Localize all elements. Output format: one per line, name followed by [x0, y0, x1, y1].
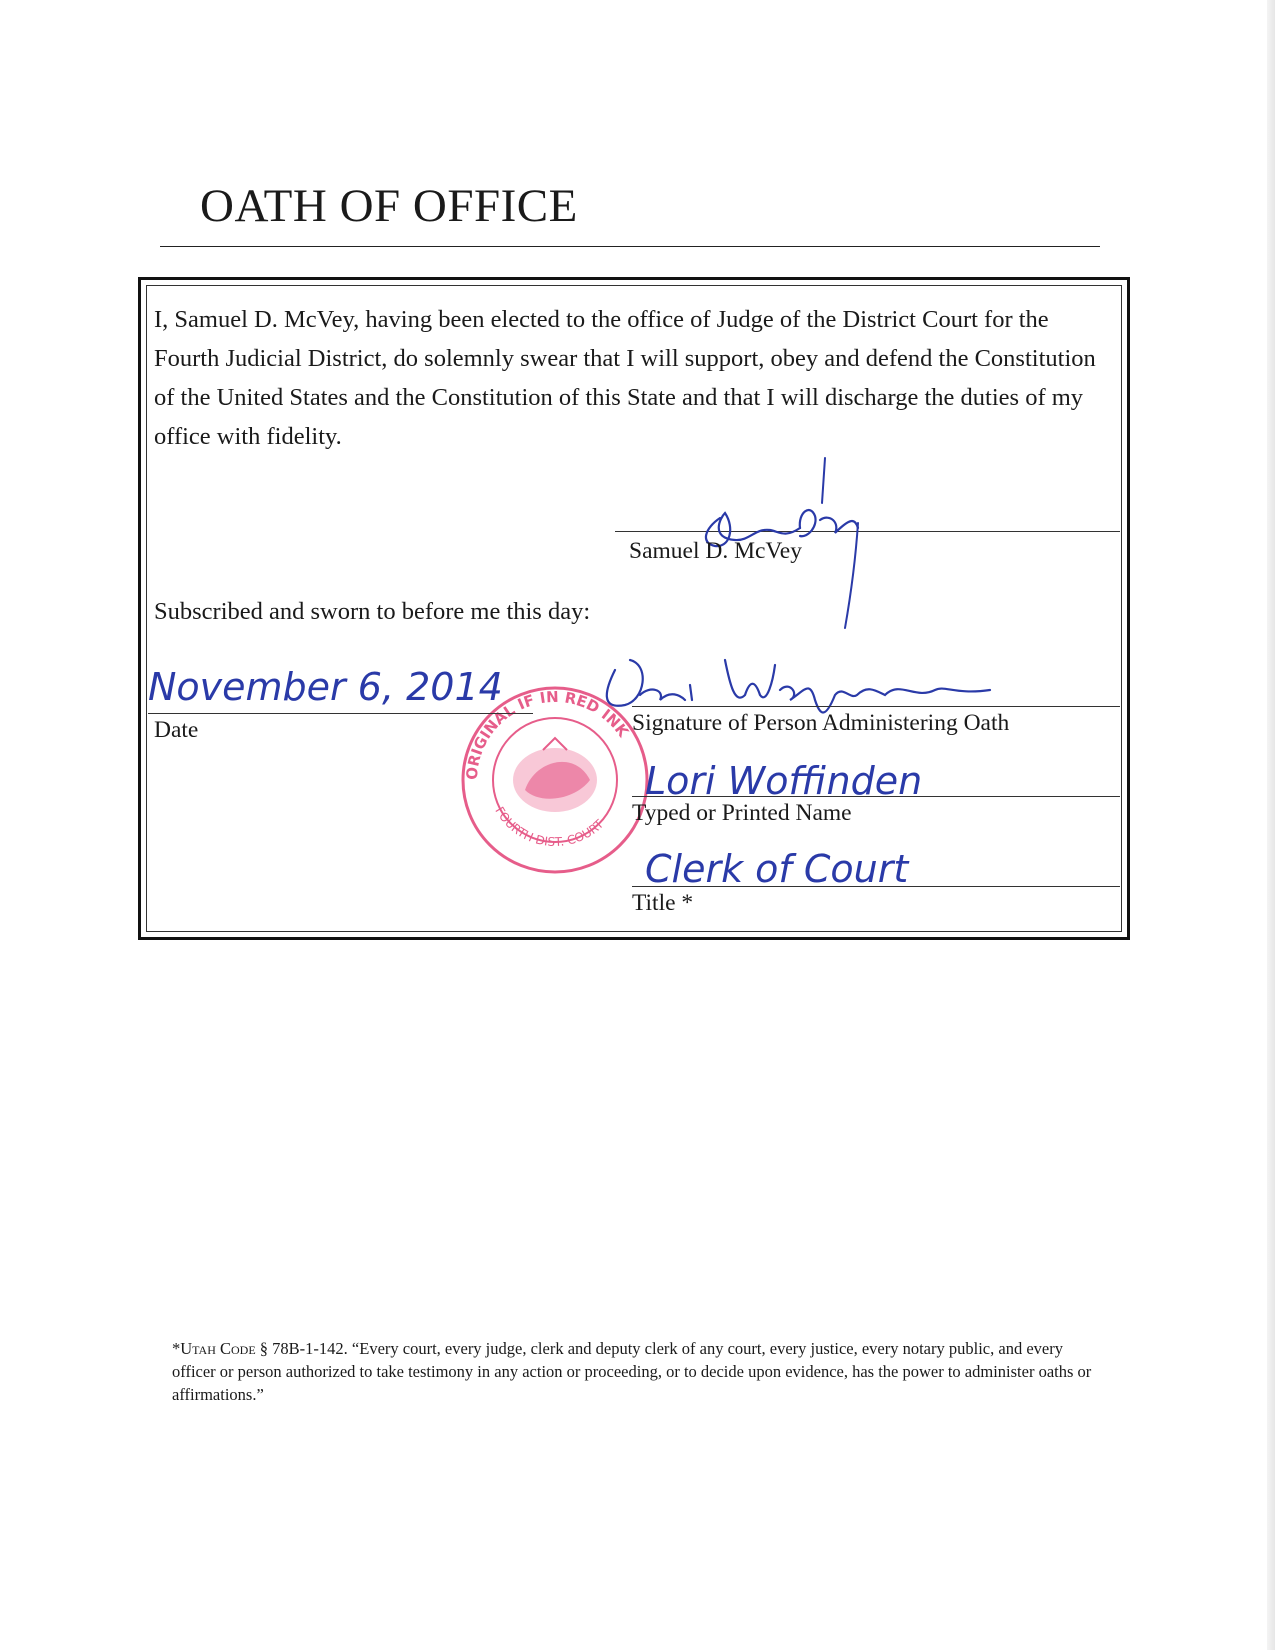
date-label: Date [154, 717, 199, 743]
title-label: Title * [632, 890, 694, 916]
oath-taker-name: Samuel D. McVey [629, 538, 802, 564]
title-line [632, 886, 1120, 887]
page-edge [1267, 0, 1275, 1650]
svg-text:ORIGINAL IF IN RED INK: ORIGINAL IF IN RED INK [462, 687, 633, 781]
handwritten-printed-name: Lori Woffinden [645, 759, 923, 803]
administering-officer-signature [595, 640, 995, 720]
date-line [148, 713, 533, 714]
printed-name-label: Typed or Printed Name [632, 800, 852, 826]
title-underline [160, 246, 1100, 247]
sworn-statement: Subscribed and sworn to before me this day: [154, 598, 591, 625]
signature-line [632, 706, 1120, 707]
handwritten-title: Clerk of Court [645, 847, 909, 891]
footnote-text: “Every court, every judge, clerk and deputy clerk of any court, every justice, every notary public, and every officer or person authorized to take testimony in any action or proceeding, or to decide upon evidence, has the power to administer oaths or affirmations.” [172, 1339, 1092, 1404]
printed-name-line [632, 796, 1120, 797]
footnote [172, 1337, 1092, 1406]
oath-text: I, Samuel D. McVey, having been elected to the office of Judge of the District Court for the Fourth Judicial District, do solemnly swear that I will support, obey and defend the Constitution of the United States and the Constitution of this State and that I will discharge the duties of my office with fidelity. [154, 306, 1096, 450]
page-title: OATH OF OFFICE [200, 180, 578, 232]
svg-text:FOURTH DIST. COURT: FOURTH DIST. COURT [492, 804, 607, 850]
signature-label: Signature of Person Administering Oath [632, 710, 1010, 736]
handwritten-date: November 6, 2014 [148, 665, 503, 709]
footnote-code-ref: *Utah Code [172, 1339, 256, 1358]
footnote-section: § 78B-1-142. [259, 1339, 348, 1358]
